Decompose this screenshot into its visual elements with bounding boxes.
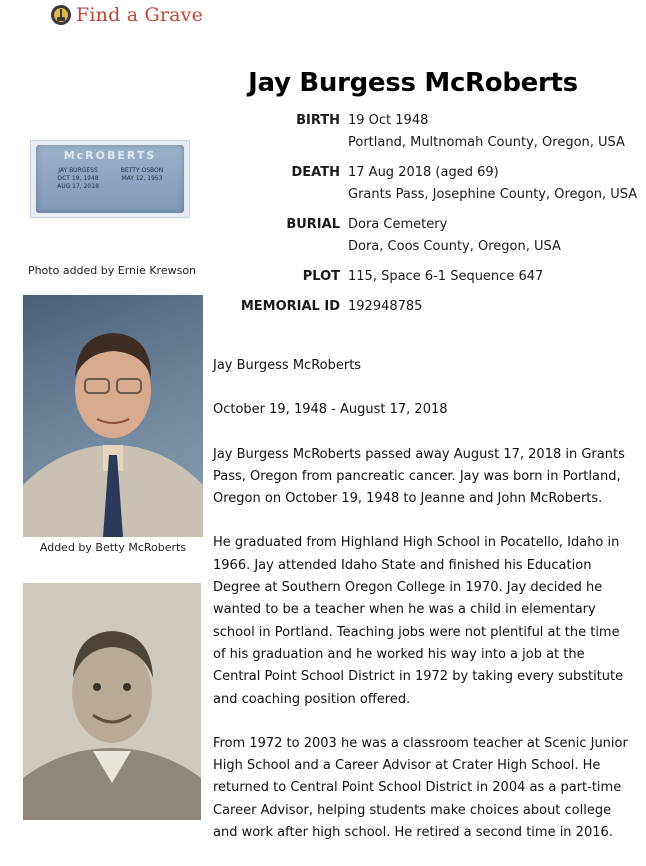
bio-name: Jay Burgess McRoberts xyxy=(213,358,362,373)
fact-label: PLOT xyxy=(302,269,340,284)
headstone-photo[interactable] xyxy=(30,140,190,218)
headstone-left-name: JAY BURGESS xyxy=(58,167,98,174)
find-a-grave-logo[interactable] xyxy=(50,4,203,26)
logo-text: Find a Grave xyxy=(76,4,204,26)
fact-burial xyxy=(230,214,640,258)
bio-dates: October 19, 1948 - August 17, 2018 xyxy=(213,402,448,418)
fact-label: BIRTH xyxy=(296,113,340,128)
fact-label: MEMORIAL ID xyxy=(240,299,340,314)
fact-label: DEATH xyxy=(291,165,340,180)
bio-paragraph: From 1972 to 2003 he was a classroom teacher at Scenic Junior High School and a Career Advisor at Crater High School. He returned to Central Point School District in 2004 as a part-time Career Advisor, helping students make choices about college and work after high school. He retired a second time in 2016. xyxy=(213,735,628,841)
death-place[interactable]: Grants Pass, Josephine County, Oregon, USA xyxy=(348,187,638,202)
death-date: 17 Aug 2018 (aged 69) xyxy=(348,165,499,180)
fact-birth xyxy=(230,110,640,154)
shovel-icon xyxy=(50,4,72,26)
birth-place[interactable]: Portland, Multnomah County, Oregon, USA xyxy=(348,135,625,150)
headstone-right-birth: MAY 12, 1953 xyxy=(121,175,163,182)
headstone-left-inscription xyxy=(50,167,106,191)
fact-label: BURIAL xyxy=(286,217,340,232)
headstone-right-inscription xyxy=(114,167,170,183)
memorial-facts xyxy=(230,110,640,326)
headstone-left-death: AUG 17, 2018 xyxy=(57,183,99,190)
bio-paragraph: Jay Burgess McRoberts passed away August 17, 2018 in Grants Pass, Oregon from pancreatic cancer. Jay was born in Portland, Oregon on October 19, 1948 to Jeanne and John McRoberts. xyxy=(213,446,625,507)
fact-memorial-id xyxy=(230,296,640,318)
bio-paragraph: He graduated from Highland High School in Pocatello, Idaho in 1966. Jay attended Idaho State and finished his Education Degree at Southern Oregon College in 1970. Jay decided he wanted to be a teacher when he was a child in elementary school in Portland. Teaching jobs were not plentiful at the time of his graduation and he worked his way into a job at the Central Point School District in 1972 by taking every substitute and coaching position offered. xyxy=(213,535,624,707)
portrait-photo-child[interactable] xyxy=(23,583,201,820)
fact-death xyxy=(230,162,640,206)
cemetery-location[interactable]: Dora, Coos County, Oregon, USA xyxy=(348,239,561,254)
biography xyxy=(213,355,633,866)
headstone-surname: McROBERTS xyxy=(63,149,157,162)
birth-date: 19 Oct 1948 xyxy=(348,113,429,128)
memorial-name: Jay Burgess McRoberts xyxy=(248,68,578,98)
photo-caption: Photo added by Ernie Krewson xyxy=(27,264,197,277)
headstone xyxy=(36,145,184,213)
photo-caption: Added by Betty McRoberts xyxy=(39,541,187,554)
plot-value: 115, Space 6-1 Sequence 647 xyxy=(348,269,544,284)
adult-portrait-image xyxy=(23,295,203,537)
cemetery-name[interactable]: Dora Cemetery xyxy=(348,217,448,232)
fact-plot xyxy=(230,266,640,288)
headstone-left-birth: OCT 19, 1948 xyxy=(57,175,99,182)
memorial-id-value: 192948785 xyxy=(348,299,423,314)
portrait-photo-adult[interactable] xyxy=(23,295,203,537)
child-portrait-image xyxy=(23,583,201,820)
headstone-right-name: BETTY OSBON xyxy=(120,167,164,174)
